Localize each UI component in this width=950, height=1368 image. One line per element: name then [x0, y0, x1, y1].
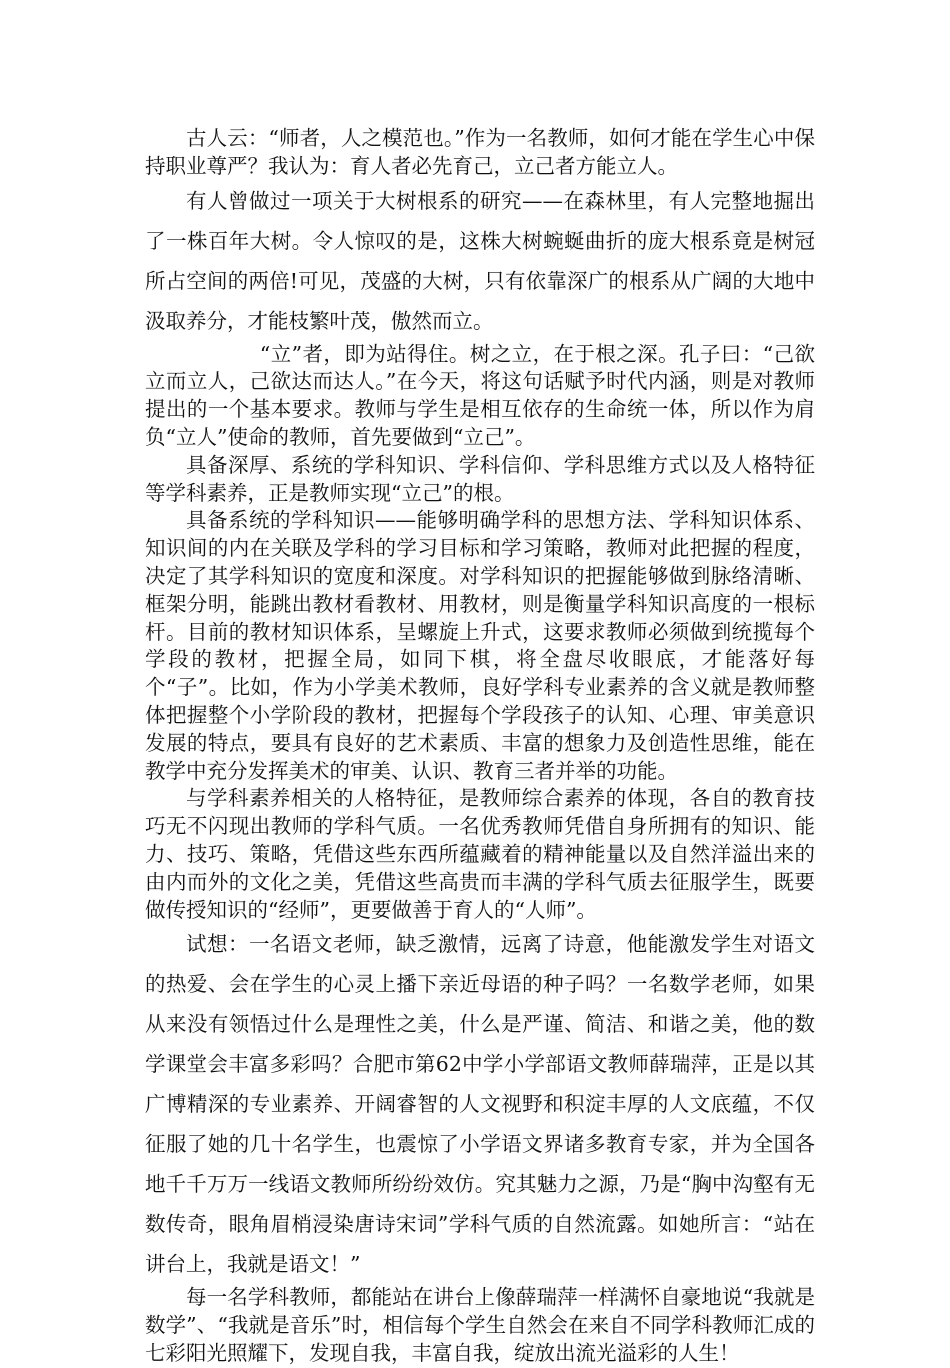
- paragraph-5: 具备系统的学科知识——能够明确学科的思想方法、学科知识体系、知识间的内在关联及学科的学习目标和学习策略，教师对此把握的程度，决定了其学科知识的宽度和深度。对学科知识的把握能够做到脉络清晰、框架分明，能跳出教材看教材、用教材，则是衡量学科知识高度的一根标杆。目前的教材知识体系，呈螺旋上升式，这要求教师必须做到统揽每个学段的教材，把握全局，如同下棋，将全盘尽收眼底，才能落好每个“子”。比如，作为小学美术教师，良好学科专业素养的含义就是教师整体把握整个小学阶段的教材，把握每个学段孩子的认知、心理、审美意识发展的特点，要具有良好的艺术素质、丰富的想象力及创造性思维，能在教学中充分发挥美术的审美、认识、教育三者并举的功能。: [145, 508, 815, 783]
- paragraph-3: “立”者，即为站得住。树之立，在于根之深。孔子曰：“己欲立而立人，己欲达而达人。”在今天，将这句话赋予时代内涵，则是对教师提出的一个基本要求。教师与学生是相互依存的生命统一体，所以作为肩负“立人”使命的教师，首先要做到“立己”。: [145, 341, 815, 449]
- paragraph-1: 古人云：“师者，人之模范也。”作为一名教师，如何才能在学生心中保持职业尊严？我认为：育人者必先育己，立己者方能立人。: [145, 126, 815, 178]
- article-body: [145, 125, 815, 1368]
- paragraph-7: 试想：一名语文老师，缺乏激情，远离了诗意，他能激发学生对语文的热爱、会在学生的心灵上播下亲近母语的种子吗？一名数学老师，如果从来没有领悟过什么是理性之美，什么是严谨、简洁、和谐之美，他的数学课堂会丰富多彩吗？合肥市第62中学小学部语文教师薛瑞萍，正是以其广博精深的专业素养、开阔睿智的人文视野和积淀丰厚的人文底蕴，不仅征服了她的几十名学生，也震惊了小学语文界诸多教育专家，并为全国各地千千万万一线语文教师所纷纷效仿。究其魅力之源，乃是“胸中沟壑有无数传奇，眼角眉梢浸染唐诗宋词”学科气质的自然流露。如她所言：“站在讲台上，我就是语文！”: [145, 932, 815, 1277]
- paragraph-2: 有人曾做过一项关于大树根系的研究——在森林里，有人完整地掘出了一株百年大树。令人惊叹的是，这株大树蜿蜒曲折的庞大根系竟是树冠所占空间的两倍!可见，茂盛的大树，只有依靠深广的根系从广阔的大地中汲取养分，才能枝繁叶茂，傲然而立。: [145, 188, 815, 333]
- paragraph-4: 具备深厚、系统的学科知识、学科信仰、学科思维方式以及人格特征等学科素养，正是教师实现“立己”的根。: [145, 452, 815, 505]
- paragraph-6: 与学科素养相关的人格特征，是教师综合素养的体现，各自的教育技巧无不闪现出教师的学科气质。一名优秀教师凭借自身所拥有的知识、能力、技巧、策略，凭借这些东西所蕴藏着的精神能量以及自然洋溢出来的由内而外的文化之美，凭借这些高贵而丰满的学科气质去征服学生，既要做传授知识的“经师”，更要做善于育人的“人师”。: [145, 786, 815, 922]
- paragraph-8: 每一名学科教师，都能站在讲台上像薛瑞萍一样满怀自豪地说“我就是数学”、“我就是音乐”时，相信每个学生自然会在来自不同学科教师汇成的七彩阳光照耀下，发现自我，丰富自我，绽放出流光溢彩的人生！: [145, 1285, 815, 1365]
